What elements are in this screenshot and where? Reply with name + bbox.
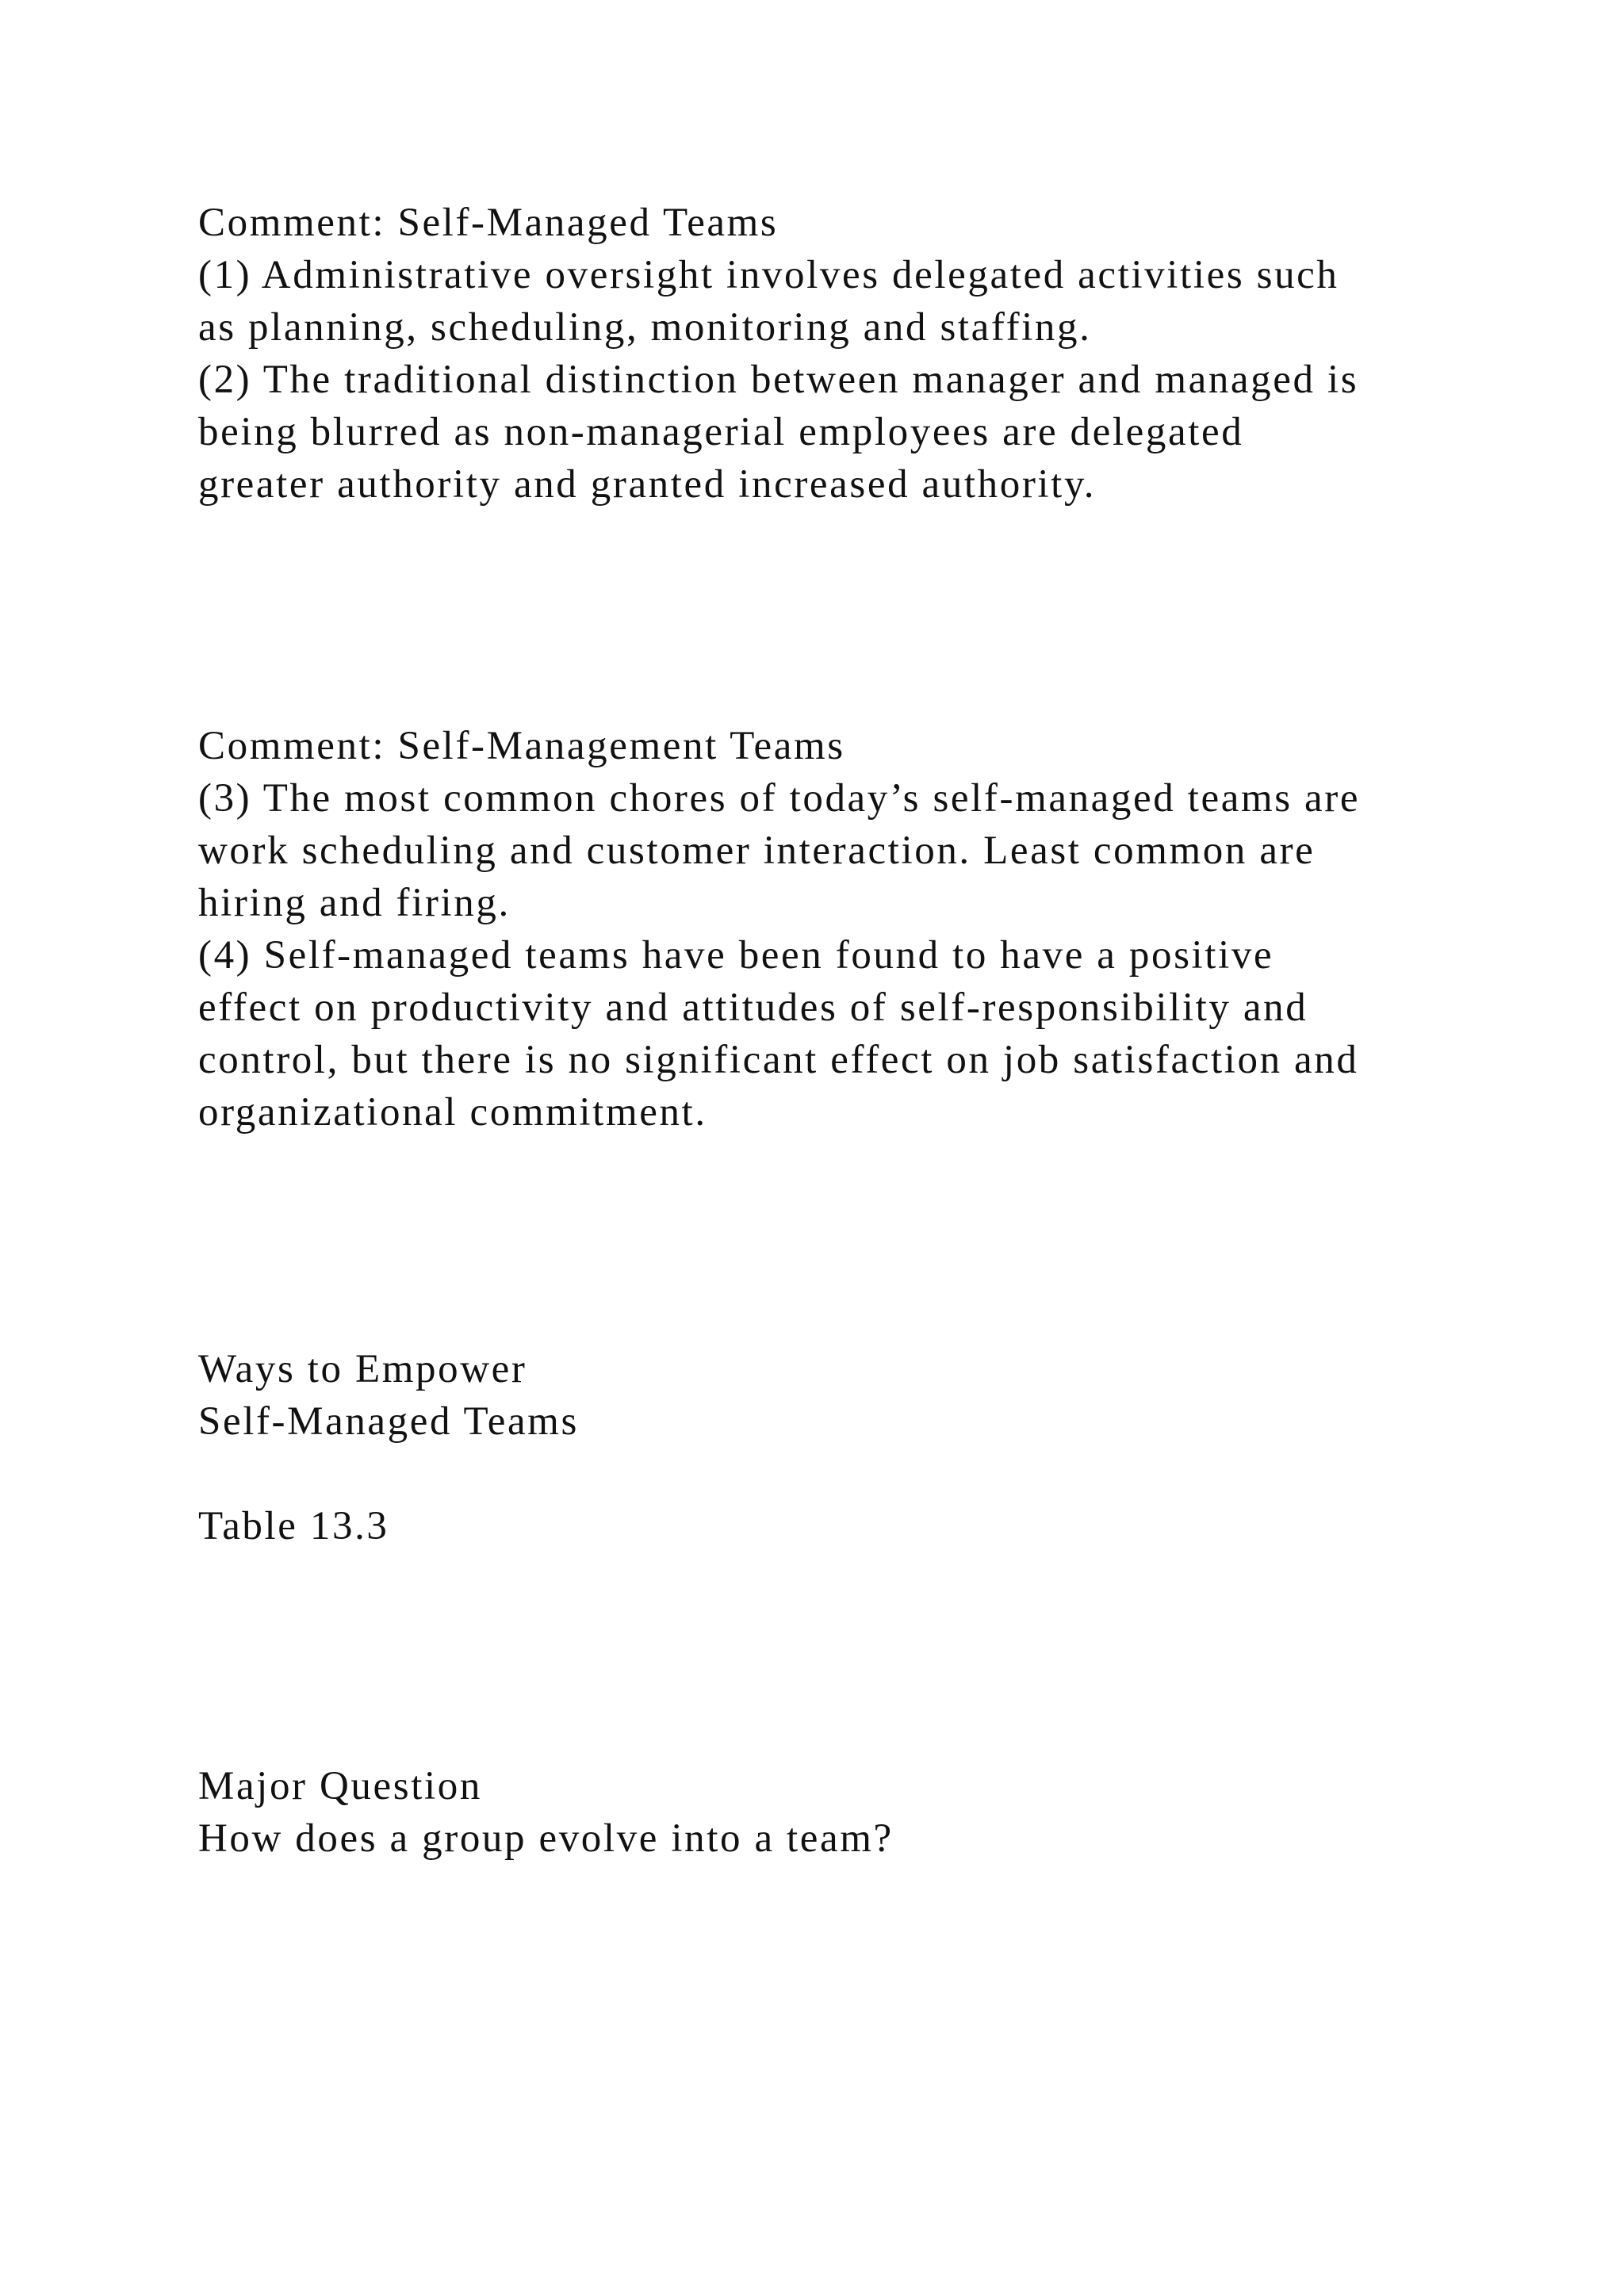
comment-text-line: (4) Self-managed teams have been found to have a positive [198,933,1274,978]
comment-text-line: (2) The traditional distinction between manager and managed is [198,358,1359,402]
table-reference: Table 13.3 [198,1504,389,1548]
comment-text-line: greater authority and granted increased authority. [198,462,1097,507]
ways-to-empower-section [198,1343,1467,1552]
comment-text-line: as planning, scheduling, monitoring and staffing. [198,305,1092,350]
comment-text-line: (3) The most common chores of today’s self-managed teams are [198,776,1361,821]
comment-text-line: work scheduling and customer interaction. Least common are [198,828,1316,873]
major-question-section [198,1760,1467,1865]
section-title: Ways to Empower [198,1347,527,1391]
blank-line [198,1448,1467,1500]
comment-self-management-teams [198,720,1467,1138]
comment-text-line: control, but there is no significant effect on job satisfaction and [198,1038,1359,1082]
comment-heading: Comment: Self-Management Teams [198,724,845,768]
comment-heading: Comment: Self-Managed Teams [198,201,779,245]
comment-text-line: organizational commitment. [198,1090,707,1135]
comment-self-managed-teams [198,197,1467,511]
section-title: Self-Managed Teams [198,1399,579,1444]
question-text: How does a group evolve into a team? [198,1816,894,1861]
comment-text-line: effect on productivity and attitudes of self-responsibility and [198,985,1308,1030]
section-title: Major Question [198,1764,482,1808]
comment-text-line: being blurred as non-managerial employees are delegated [198,410,1244,454]
comment-text-line: hiring and firing. [198,881,511,925]
comment-text-line: (1) Administrative oversight involves delegated activities such [198,253,1339,297]
